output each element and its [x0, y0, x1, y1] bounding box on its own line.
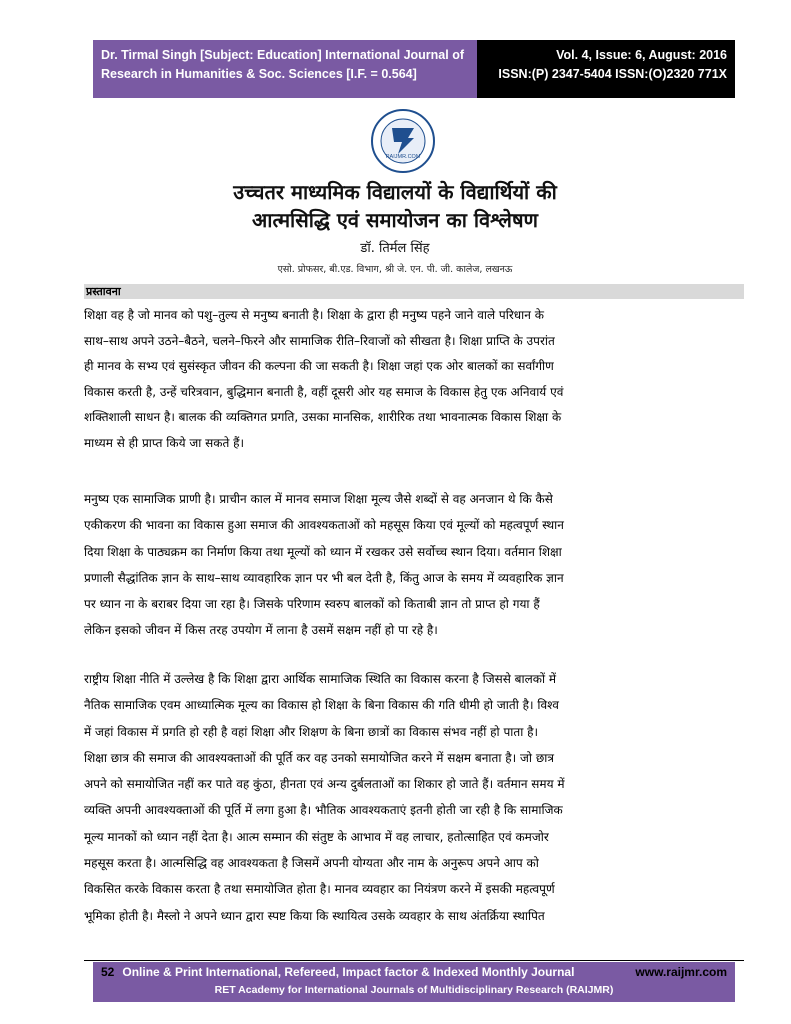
article-title-line1: उच्चतर माध्यमिक विद्यालयों के विद्यार्थियों की — [233, 180, 557, 204]
text-line: महसूस करता है। आत्मसिद्धि वह आवश्यकता है जिसमें अपनी योग्यता और नाम के अनुरूप अपने आप को — [84, 856, 539, 871]
paragraph-1 — [84, 303, 746, 457]
article-title-line2: आत्मसिद्धि एवं समायोजन का विश्लेषण — [252, 208, 538, 232]
page-number: 52 — [101, 965, 115, 979]
text-line: प्रणाली सैद्धांतिक ज्ञान के साथ–साथ व्यावहारिक ज्ञान पर भी बल देती है, किंतु आज के समय में व्यवहारिक ज्ञान — [84, 570, 564, 585]
journal-name-line2: Research in Humanities & Soc. Sciences [I.F. = 0.564] — [101, 67, 417, 81]
raijmr-seal-logo — [362, 108, 444, 174]
footer-divider — [84, 960, 744, 961]
text-line: मूल्य मानकों को ध्यान नहीं देता है। आत्म सम्मान की संतुष्ट के आभाव में वह लाचार, हतोत्साहित एवं कमजोर — [84, 829, 549, 844]
footer-line1 — [101, 965, 574, 979]
text-line: अपने को समायोजित नहीं कर पाते वह कुंठा, हीनता एवं अन्य दुर्बलताओं का शिकार हो जाते हैं। वर्तमान समय में — [84, 777, 565, 792]
paragraph-3 — [84, 666, 746, 929]
issn-numbers: ISSN:(P) 2347-5404 ISSN:(O)2320 771X — [498, 67, 727, 81]
text-line: राष्ट्रीय शिक्षा नीति में उल्लेख है कि शिक्षा द्वारा आर्थिक सामाजिक स्थिति का विकास करना है जिससे बालकों में — [84, 672, 557, 686]
journal-name-line1: Dr. Tirmal Singh [Subject: Education] International Journal of — [101, 48, 464, 62]
paragraph-2 — [84, 486, 746, 644]
text-line: विकसित करके विकास करता है तथा समायोजित होता है। मानव व्यवहार का नियंत्रण करने में इसकी महत्वपूर्ण — [84, 882, 555, 897]
text-line: भूमिका होती है। मैस्लो ने अपने ध्यान द्वारा स्पष्ट किया कि स्थायित्व उसके व्यवहार के साथ अंतर्क्रिया स्थापित — [84, 908, 545, 923]
text-line: लेकिन इसको जीवन में किस तरह उपयोग में लाना है उसमें सक्षम नहीं हो पा रहे है। — [84, 623, 438, 638]
text-line: साथ–साथ अपने उठने–बैठने, चलने–फिरने और सामाजिक रीति–रिवाजों को सीखता है। शिक्षा प्राप्ति के उपरांत — [84, 333, 555, 348]
logo-text: RAIJMR.COM — [385, 154, 421, 160]
text-line: व्यक्ति अपनी आवश्यक्ताओं की पूर्ति में लगा हुआ है। भौतिक आवश्यकताएं इतनी होती जा रही है कि सामाजिक — [84, 803, 563, 818]
section-heading: प्रस्तावना — [84, 284, 744, 299]
text-line: शिक्षा वह है जो मानव को पशु–तुल्य से मनुष्य बनाती है। शिक्षा के द्वारा ही मनुष्य पहने जाने वाले परिधान के — [84, 308, 544, 322]
author-affiliation: एसो. प्रोफसर, बी.एड. विभाग, श्री जे. एन. पी. जी. कालेज, लखनऊ — [277, 264, 513, 275]
text-line: में जहां विकास में प्रगति हो रही है वहां शिक्षा और शिक्षण के बिना छात्रों का विकास संभव नहीं हो पाता है। — [84, 724, 539, 739]
journal-footer — [93, 962, 735, 1002]
text-line: माध्यम से ही प्राप्त किये जा सकते हैं। — [84, 435, 245, 450]
text-line: नैतिक सामाजिक एवम आध्यात्मिक मूल्य का विकास हो शिक्षा के बिना विकास की गति धीमी हो जाती है। विश्व — [84, 698, 559, 713]
text-line: दिया शिक्षा के पाठ्यक्रम का निर्माण किया तथा मूल्यों को ध्यान में रखकर उसे सर्वोच्च स्थान दिया। वर्तमान शिक्षा — [84, 544, 562, 559]
text-line: मनुष्य एक सामाजिक प्राणी है। प्राचीन काल में मानव समाज शिक्षा मूल्य जैसे शब्दों से वह अनजान थे कि कैसे — [84, 492, 553, 506]
journal-header-right — [477, 40, 735, 98]
text-line: ही मानव के सभ्य एवं सुसंस्कृत जीवन की कल्पना की जा सकती है। शिक्षा जहां एक ओर बालकों का सर्वांगीण — [84, 359, 554, 374]
text-line: एकीकरण की भावना का विकास हुआ समाज की आवश्यकताओं को महसूस किया एवं मूल्यों को महत्वपूर्ण स्थान — [84, 518, 564, 533]
footer-journal-description: Online & Print International, Refereed, Impact factor & Indexed Monthly Journal — [122, 965, 575, 979]
text-line: शिक्षा छात्र की समाज की आवश्यक्ताओं की पूर्ति कर वह उनको समायोजित करने में सक्षम बनाता है। जो छात्र — [84, 750, 555, 765]
journal-header-left — [93, 40, 477, 98]
text-line: पर ध्यान ना के बराबर दिया जा रहा है। जिसके परिणाम स्वरुप बालकों को किताबी ज्ञान तो प्राप्त हो गया हैं — [84, 597, 540, 612]
text-line: विकास करती है, उन्हें चरित्रवान, बुद्धिमान बनाती है, वहीं दूसरी ओर यह समाज के विकास हेतु एक अनिवार्य एवं — [84, 384, 564, 399]
author-name: डॉ. तिर्मल सिंह — [360, 241, 430, 256]
text-line: शक्तिशाली साधन है। बालक की व्यक्तिगत प्रगति, उसका मानसिक, शारीरिक तथा भावनात्मक विकास शिक्षा के — [84, 410, 562, 425]
journal-website-link[interactable]: www.raijmr.com — [635, 965, 727, 979]
footer-publisher: RET Academy for International Journals of Multidisciplinary Research (RAIJMR) — [214, 984, 614, 996]
volume-issue: Vol. 4, Issue: 6, August: 2016 — [556, 48, 727, 62]
